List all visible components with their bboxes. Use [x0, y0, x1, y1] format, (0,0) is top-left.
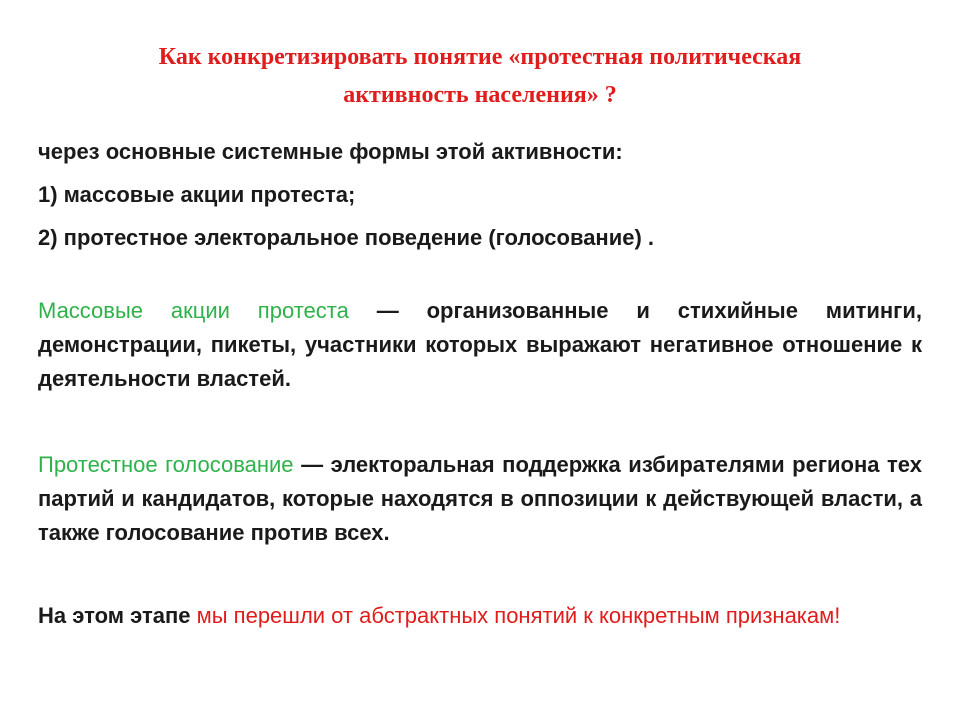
title-line-1: Как конкретизировать понятие «протестная политическая: [158, 44, 802, 70]
definition-term: Массовые акции протеста: [38, 298, 349, 323]
definition-text: организованные и стихийные митинги, демонстрации, пикеты, участники которых выражают негативное отношение к деятельности властей.: [38, 298, 922, 391]
conclusion-paragraph: [38, 599, 922, 633]
definition-paragraph: [38, 294, 922, 396]
definition-paragraph: [38, 448, 922, 550]
intro-lead: через основные системные формы этой активности:: [38, 139, 623, 164]
title-line-2: активность населения» ?: [343, 82, 617, 108]
definition-term: Протестное голосование: [38, 452, 294, 477]
definition-mass-protests: [38, 294, 922, 396]
definition-dash: —: [348, 298, 427, 323]
definition-protest-voting: [38, 448, 922, 550]
conclusion-lead: На этом этапе: [38, 603, 191, 628]
conclusion-text: мы перешли от абстрактных понятий к конкретным признакам!: [190, 603, 841, 628]
conclusion-block: [38, 599, 922, 633]
definition-dash: —: [293, 452, 331, 477]
intro-item-1: 1) массовые акции протеста;: [38, 182, 356, 207]
slide-title: [60, 38, 900, 114]
definition-text: электоральная поддержка избирателями региона тех партий и кандидатов, которые находятся в оппозиции к действующей власти, а также голосование против всех.: [38, 452, 922, 545]
intro-block: [38, 138, 922, 267]
intro-item-2: 2) протестное электоральное поведение (голосование) .: [38, 225, 655, 250]
